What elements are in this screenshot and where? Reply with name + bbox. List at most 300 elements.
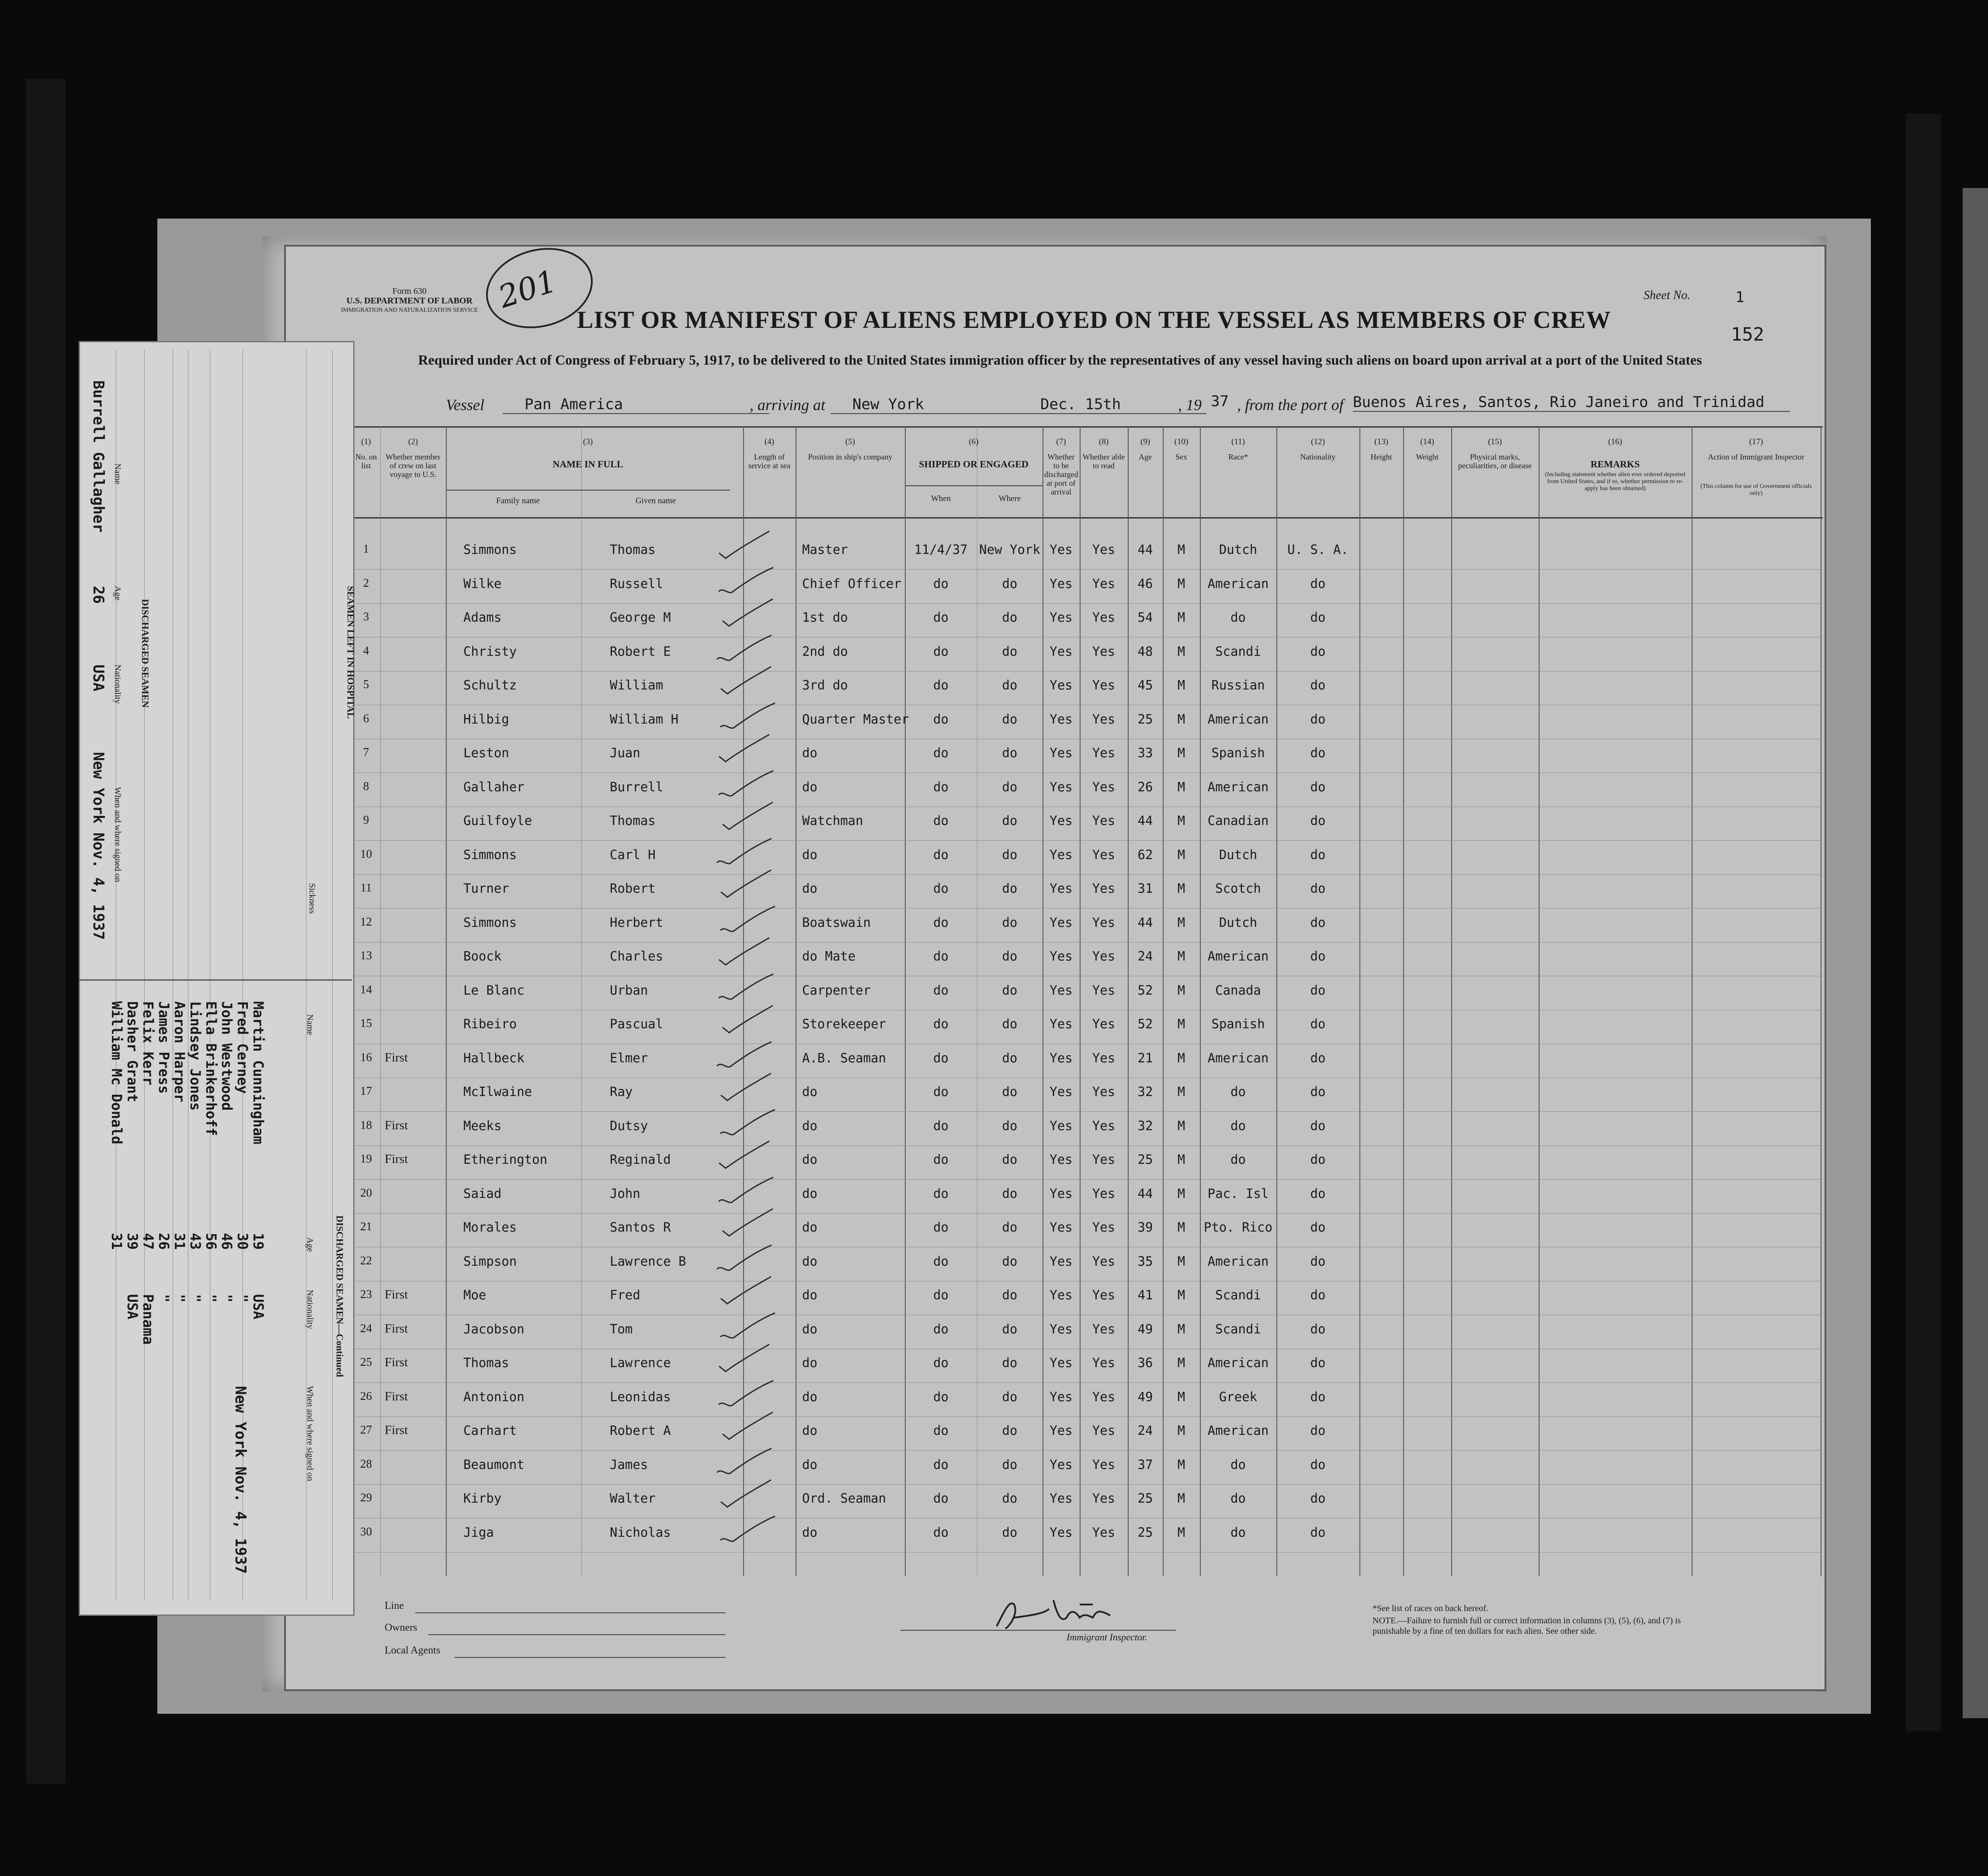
position-cell: Carpenter	[802, 982, 871, 998]
given-name-cell: Santos R	[610, 1220, 671, 1235]
column-line	[380, 426, 381, 1576]
row-number-cell: 18	[360, 1118, 372, 1131]
last-voyage-cell: First	[385, 1152, 408, 1166]
discharged-cell: Yes	[1050, 1084, 1073, 1099]
shipped-where-cell: do	[1002, 644, 1018, 659]
shipped-where-cell: do	[1002, 1288, 1018, 1302]
shipped-where-cell: do	[1002, 1423, 1018, 1438]
position-cell: do	[802, 1084, 817, 1099]
discharged-cell: Yes	[1050, 1423, 1073, 1438]
c1-header: No. on list	[355, 452, 377, 470]
age-cell: 45	[1137, 678, 1153, 693]
discharged-cell: Yes	[1050, 1253, 1073, 1269]
shipped-when-cell: do	[933, 1423, 949, 1438]
able-to-read-cell: Yes	[1092, 1050, 1116, 1065]
c11-header: Race*	[1228, 452, 1248, 461]
family-name-cell: Simmons	[463, 542, 517, 557]
top-entry-nationality: USA	[90, 665, 107, 692]
position-cell: do	[802, 1186, 817, 1201]
page-title: LIST OR MANIFEST OF ALIENS EMPLOYED ON THE VESSEL AS MEMBERS OF CREW	[577, 306, 1611, 334]
service-tick-mark	[712, 629, 774, 664]
age-cell: 44	[1137, 1186, 1153, 1201]
shipped-when-cell: do	[933, 779, 949, 794]
able-to-read-cell: Yes	[1092, 881, 1116, 896]
row-rule	[352, 1450, 1821, 1451]
column-line	[1451, 426, 1452, 1576]
shipped-when-cell: do	[933, 1220, 949, 1235]
slip-entry-age: 19	[250, 1233, 267, 1250]
discharged-cell: Yes	[1050, 847, 1073, 862]
given-name-cell: Burrell	[610, 779, 664, 794]
position-cell: Quarter Master	[802, 711, 909, 727]
shipped-where-cell: New York	[979, 542, 1040, 557]
able-to-read-cell: Yes	[1092, 1389, 1116, 1404]
row-number-cell: 13	[360, 949, 372, 962]
shipped-where-cell: do	[1002, 813, 1018, 828]
nationality-cell: do	[1310, 678, 1326, 693]
shipped-when-cell: do	[933, 1050, 949, 1065]
age-cell: 46	[1137, 576, 1153, 591]
nationality-cell: do	[1310, 1050, 1326, 1065]
row-rule	[352, 874, 1821, 875]
slip-entry-name: Dasher Grant	[124, 1001, 141, 1103]
sex-cell: M	[1177, 678, 1185, 693]
sex-cell: M	[1177, 1118, 1185, 1133]
row-number-cell: 7	[363, 745, 369, 759]
c5-header: Position in ship's company	[808, 452, 893, 461]
c4-header: Length of service at sea	[748, 452, 790, 470]
last-voyage-cell: First	[385, 1321, 408, 1336]
service-tick-mark	[716, 1306, 777, 1341]
given-name-cell: Carl H	[610, 847, 656, 862]
nationality-cell: do	[1310, 982, 1326, 998]
discharged-cell: Yes	[1050, 881, 1073, 896]
shipped-when-cell: do	[933, 1321, 949, 1337]
given-name-cell: Herbert	[610, 915, 664, 930]
c8-header: Whether able to read	[1082, 452, 1125, 470]
given-name-cell: Nicholas	[610, 1524, 671, 1540]
age-cell: 49	[1137, 1321, 1153, 1337]
race-cell: American	[1207, 1355, 1269, 1370]
fine-note: NOTE.—Failure to furnish full or correct information in columns (3), (5), (6), and (7) is punishable by a fine of ten dollars for each alien. See other side.	[1373, 1616, 1681, 1636]
last-voyage-cell: First	[385, 1423, 408, 1437]
position-cell: do	[802, 1321, 817, 1337]
sex-cell: M	[1177, 813, 1185, 828]
service-tick-mark	[712, 1035, 774, 1070]
service-tick-mark	[714, 968, 775, 1002]
race-cell: Spanish	[1211, 1016, 1265, 1031]
c9-header: Age	[1139, 452, 1152, 461]
c7-header: Whether to be discharged at port of arrival	[1044, 452, 1078, 496]
service-tick-mark	[716, 1510, 777, 1545]
nationality-cell: do	[1310, 1016, 1326, 1031]
row-number-cell: 27	[360, 1423, 372, 1436]
row-number-cell: 30	[360, 1524, 372, 1538]
race-cell: American	[1207, 576, 1269, 591]
age-cell: 25	[1137, 1524, 1153, 1540]
footer-line-label: Line	[385, 1600, 404, 1611]
shipped-where-cell: do	[1002, 1016, 1018, 1031]
position-cell: 3rd do	[802, 678, 848, 693]
nationality-cell: do	[1310, 1118, 1326, 1133]
shipped-when-cell: do	[933, 1389, 949, 1404]
shipped-where-cell: do	[1002, 1524, 1018, 1540]
race-cell: do	[1230, 1524, 1246, 1540]
nationality-cell: do	[1310, 1084, 1326, 1099]
family-name-cell: Beaumont	[463, 1457, 525, 1472]
where-header: Where	[998, 494, 1021, 503]
row-number-cell: 19	[360, 1152, 372, 1165]
slip-entry-name: Lindsey Jones	[187, 1001, 204, 1111]
sex-cell: M	[1177, 745, 1185, 760]
c15-number: (15)	[1488, 437, 1502, 446]
able-to-read-cell: Yes	[1092, 1016, 1116, 1031]
able-to-read-cell: Yes	[1092, 1220, 1116, 1235]
footer-owners-field	[428, 1634, 726, 1635]
able-to-read-cell: Yes	[1092, 678, 1116, 693]
discharged-cell: Yes	[1050, 610, 1073, 625]
inspector-label: Immigrant Inspector.	[1067, 1632, 1147, 1643]
race-cell: do	[1230, 1152, 1246, 1167]
family-name-cell: Saiad	[463, 1186, 502, 1201]
family-name-cell: Hilbig	[463, 711, 509, 727]
row-number-cell: 20	[360, 1186, 372, 1199]
able-to-read-cell: Yes	[1092, 982, 1116, 998]
race-cell: Scandi	[1215, 644, 1261, 659]
slip-when-header: When and where signed on	[113, 787, 122, 882]
footer-agents-label: Local Agents	[385, 1645, 441, 1656]
shipped-when-cell: do	[933, 711, 949, 727]
shipped-where-cell: do	[1002, 1355, 1018, 1370]
age-cell: 39	[1137, 1220, 1153, 1235]
service-tick-mark	[716, 798, 777, 833]
age-cell: 52	[1137, 1016, 1153, 1031]
service-tick-mark	[714, 1171, 775, 1206]
shipped-when-cell: do	[933, 1016, 949, 1031]
able-to-read-cell: Yes	[1092, 1457, 1116, 1472]
age-cell: 36	[1137, 1355, 1153, 1370]
race-cell: American	[1207, 711, 1269, 727]
shipped-where-cell: do	[1002, 1321, 1018, 1337]
shipped-where-cell: do	[1002, 1220, 1018, 1235]
arrival-date: Dec. 15th	[1010, 396, 1206, 414]
given-name-cell: Robert A	[610, 1423, 671, 1438]
discharged-cell: Yes	[1050, 1321, 1073, 1337]
sex-cell: M	[1177, 1288, 1185, 1302]
position-cell: do	[802, 1423, 817, 1438]
discharged-cell: Yes	[1050, 1220, 1073, 1235]
sex-cell: M	[1177, 779, 1185, 794]
inspector-signature	[979, 1591, 1154, 1635]
c17-number: (17)	[1749, 437, 1763, 446]
shipped-when-cell: do	[933, 1457, 949, 1472]
c1-number: (1)	[361, 437, 371, 446]
year-prefix: , 19	[1178, 396, 1202, 414]
race-cell: Pac. Isl	[1207, 1186, 1269, 1201]
c14-number: (14)	[1420, 437, 1434, 446]
column-line	[1403, 426, 1404, 1576]
able-to-read-cell: Yes	[1092, 644, 1116, 659]
able-to-read-cell: Yes	[1092, 1084, 1116, 1099]
footer-owners-label: Owners	[385, 1622, 417, 1633]
last-voyage-cell: First	[385, 1355, 408, 1369]
last-voyage-cell: First	[385, 1050, 408, 1065]
position-cell: A.B. Seaman	[802, 1050, 886, 1065]
row-rule	[352, 1213, 1821, 1214]
row-number-cell: 28	[360, 1457, 372, 1470]
age-cell: 25	[1137, 711, 1153, 727]
from-label: , from the port of	[1237, 396, 1344, 414]
column-line	[1359, 426, 1360, 1576]
column-line	[1539, 426, 1540, 1576]
row-rule	[352, 1111, 1821, 1112]
given-name-cell: Fred	[610, 1288, 640, 1302]
nationality-cell: do	[1310, 1457, 1326, 1472]
races-note: *See list of races on back hereof.	[1373, 1604, 1488, 1613]
row-rule	[352, 1484, 1821, 1485]
slip-entry-age: 31	[171, 1233, 188, 1250]
able-to-read-cell: Yes	[1092, 915, 1116, 930]
race-cell: do	[1230, 1084, 1246, 1099]
given-name-cell: Charles	[610, 949, 664, 964]
sex-cell: M	[1177, 1524, 1185, 1540]
family-name-cell: Wilke	[463, 576, 502, 591]
row-number-cell: 22	[360, 1253, 372, 1267]
row-number-cell: 16	[360, 1050, 372, 1064]
family-name-cell: Simpson	[463, 1253, 517, 1269]
shipped-when-cell: do	[933, 1524, 949, 1540]
given-name-cell: Walter	[610, 1491, 656, 1506]
slip-entry-age: 47	[140, 1233, 156, 1250]
c3-number: (3)	[583, 437, 593, 446]
shipped-where-cell: do	[1002, 610, 1018, 625]
sheet-label: Sheet No.	[1644, 289, 1691, 302]
position-cell: do Mate	[802, 949, 856, 964]
race-cell: American	[1207, 1050, 1269, 1065]
family-name-cell: Christy	[463, 644, 517, 659]
row-number-cell: 3	[363, 610, 369, 623]
given-name-cell: William H	[610, 711, 679, 727]
shipped-when-cell: do	[933, 1355, 949, 1370]
position-cell: do	[802, 745, 817, 760]
slip-cont-nationality-header: Nationality	[305, 1290, 315, 1329]
departure-ports: Buenos Aires, Santos, Rio Janeiro and Trinidad	[1353, 393, 1790, 412]
family-name-cell: Turner	[463, 881, 509, 896]
position-cell: do	[802, 1524, 817, 1540]
nationality-cell: do	[1310, 711, 1326, 727]
discharged-cell: Yes	[1050, 711, 1073, 727]
discharged-cell: Yes	[1050, 1288, 1073, 1302]
row-number-cell: 29	[360, 1491, 372, 1504]
c4-number: (4)	[764, 437, 775, 446]
shipped-when-cell: do	[933, 915, 949, 930]
shipped-when-cell: do	[933, 982, 949, 998]
service-tick-mark	[714, 1476, 775, 1511]
form-number-line: Form 630	[392, 286, 427, 296]
shipped-where-cell: do	[1002, 1050, 1018, 1065]
slip-entry-name: Aaron Harper	[171, 1001, 188, 1103]
shipped-where-cell: do	[1002, 745, 1018, 760]
given-name-cell: Dutsy	[610, 1118, 648, 1133]
slip-entry-age: 43	[187, 1233, 204, 1250]
race-cell: do	[1230, 1491, 1246, 1506]
row-rule	[352, 840, 1821, 841]
shipped-where-cell: do	[1002, 1084, 1018, 1099]
nationality-cell: do	[1310, 881, 1326, 896]
race-cell: American	[1207, 1253, 1269, 1269]
position-cell: 2nd do	[802, 644, 848, 659]
able-to-read-cell: Yes	[1092, 1491, 1116, 1506]
discharged-cell: Yes	[1050, 1186, 1073, 1201]
race-cell: do	[1230, 1457, 1246, 1472]
sex-cell: M	[1177, 1253, 1185, 1269]
able-to-read-cell: Yes	[1092, 576, 1116, 591]
shipped-when-cell: do	[933, 576, 949, 591]
shipped-when-cell: do	[933, 1491, 949, 1506]
slip-entry-nationality: "	[203, 1294, 219, 1303]
race-cell: American	[1207, 949, 1269, 964]
slip-entry-nationality: Panama	[140, 1294, 156, 1345]
c12-number: (12)	[1311, 437, 1325, 446]
c3-header: NAME IN FULL	[553, 459, 623, 470]
able-to-read-cell: Yes	[1092, 1152, 1116, 1167]
row-number-cell: 17	[360, 1084, 372, 1097]
slip-cont-name-header: Name	[305, 1014, 315, 1035]
given-name-cell: Thomas	[610, 542, 656, 557]
sex-cell: M	[1177, 949, 1185, 964]
sex-cell: M	[1177, 1084, 1185, 1099]
shipped-when-cell: do	[933, 1084, 949, 1099]
page-subtitle: Required under Act of Congress of February 5, 1917, to be delivered to the United States immigration officer by the representatives of any vessel having such aliens on board upon arrival at a port of the United States	[418, 352, 1702, 368]
row-rule	[352, 1145, 1821, 1146]
discharged-cell: Yes	[1050, 915, 1073, 930]
nationality-cell: do	[1310, 949, 1326, 964]
c6-number: (6)	[969, 437, 979, 446]
age-cell: 25	[1137, 1152, 1153, 1167]
given-name-cell: James	[610, 1457, 648, 1472]
age-cell: 31	[1137, 881, 1153, 896]
given-name-cell: John	[610, 1186, 640, 1201]
discharged-cell: Yes	[1050, 576, 1073, 591]
sex-cell: M	[1177, 881, 1185, 896]
family-name-cell: Moe	[463, 1288, 487, 1302]
able-to-read-cell: Yes	[1092, 711, 1116, 727]
service-tick-mark	[716, 1103, 777, 1138]
given-name-header: Given name	[635, 496, 676, 505]
when-header: When	[931, 494, 951, 503]
position-cell: do	[802, 1152, 817, 1167]
age-cell: 32	[1137, 1084, 1153, 1099]
service-tick-mark	[712, 1340, 774, 1375]
shipped-when-cell: do	[933, 1186, 949, 1201]
discharged-cell: Yes	[1050, 745, 1073, 760]
given-name-cell: Ray	[610, 1084, 633, 1099]
top-entry-age: 26	[90, 586, 107, 604]
c16-header: REMARKS	[1590, 459, 1640, 470]
shipped-where-cell: do	[1002, 576, 1018, 591]
last-voyage-cell: First	[385, 1118, 408, 1132]
shipped-when-cell: do	[933, 847, 949, 862]
service-tick-mark	[716, 1001, 777, 1036]
able-to-read-cell: Yes	[1092, 1524, 1116, 1540]
shipped-where-cell: do	[1002, 847, 1018, 862]
family-name-cell: Leston	[463, 745, 509, 760]
discharged-cont-title: DISCHARGED SEAMEN—Continued	[334, 1215, 345, 1377]
service-tick-mark	[712, 527, 774, 562]
slip-entry-nationality: "	[219, 1294, 235, 1303]
given-name-cell: Leonidas	[610, 1389, 671, 1404]
family-name-cell: Thomas	[463, 1355, 509, 1370]
position-cell: Chief Officer	[802, 576, 901, 591]
film-edge-right	[1906, 114, 1941, 1731]
slip-column-line	[332, 350, 333, 1600]
slip-entry-age: 46	[219, 1233, 235, 1250]
sex-cell: M	[1177, 576, 1185, 591]
slip-entry-name: Ella Brinkerhoff	[203, 1001, 219, 1136]
given-name-cell: Robert E	[610, 644, 671, 659]
service-tick-mark	[714, 1374, 775, 1409]
nationality-cell: do	[1310, 1152, 1326, 1167]
discharged-cell: Yes	[1050, 1457, 1073, 1472]
c15-header: Physical marks, peculiarities, or disease	[1458, 452, 1532, 470]
row-rule	[352, 569, 1821, 570]
sex-cell: M	[1177, 1355, 1185, 1370]
slip-entry-name: Martin Cunningham	[250, 1001, 267, 1145]
race-cell: Dutch	[1219, 542, 1258, 557]
page-number: 152	[1731, 324, 1764, 345]
discharged-cell: Yes	[1050, 542, 1073, 557]
shipped-when-cell: do	[933, 881, 949, 896]
service-tick-mark	[714, 764, 775, 799]
stamp-number: 201	[494, 263, 561, 315]
given-name-cell: Thomas	[610, 813, 656, 828]
race-cell: Dutch	[1219, 915, 1258, 930]
column-line	[1692, 426, 1693, 1576]
c2-number: (2)	[408, 437, 418, 446]
race-cell: Dutch	[1219, 847, 1258, 862]
race-cell: Pto. Rico	[1203, 1220, 1273, 1235]
shipped-when-cell: 11/4/37	[914, 542, 968, 557]
given-name-cell: Pascual	[610, 1016, 664, 1031]
discharged-title: DISCHARGED SEAMEN	[140, 599, 151, 708]
c2-header: Whether member of crew on last voyage to U.S.	[386, 452, 441, 479]
discharged-cell: Yes	[1050, 1355, 1073, 1370]
footer-agents-field	[455, 1657, 726, 1658]
slip-entry-age: 31	[108, 1233, 125, 1250]
discharged-cell: Yes	[1050, 779, 1073, 794]
shipped-where-cell: do	[1002, 678, 1018, 693]
slip-entry-age: 56	[203, 1233, 219, 1250]
age-cell: 25	[1137, 1491, 1153, 1506]
c17-header: Action of Immigrant Inspector	[1708, 452, 1804, 461]
family-name-cell: Ribeiro	[463, 1016, 517, 1031]
race-cell: American	[1207, 779, 1269, 794]
position-cell: Master	[802, 542, 848, 557]
position-cell: do	[802, 1389, 817, 1404]
nationality-cell: do	[1310, 847, 1326, 862]
nationality-cell: do	[1310, 1321, 1326, 1337]
age-cell: 48	[1137, 644, 1153, 659]
row-number-cell: 6	[363, 711, 369, 725]
race-cell: Canadian	[1207, 813, 1269, 828]
shipped-where-cell: do	[1002, 1186, 1018, 1201]
position-cell: do	[802, 1457, 817, 1472]
row-rule	[352, 671, 1821, 672]
family-name-cell: Etherington	[463, 1152, 548, 1167]
family-name-cell: Schultz	[463, 678, 517, 693]
sex-cell: M	[1177, 982, 1185, 998]
row-number-cell: 5	[363, 678, 369, 691]
